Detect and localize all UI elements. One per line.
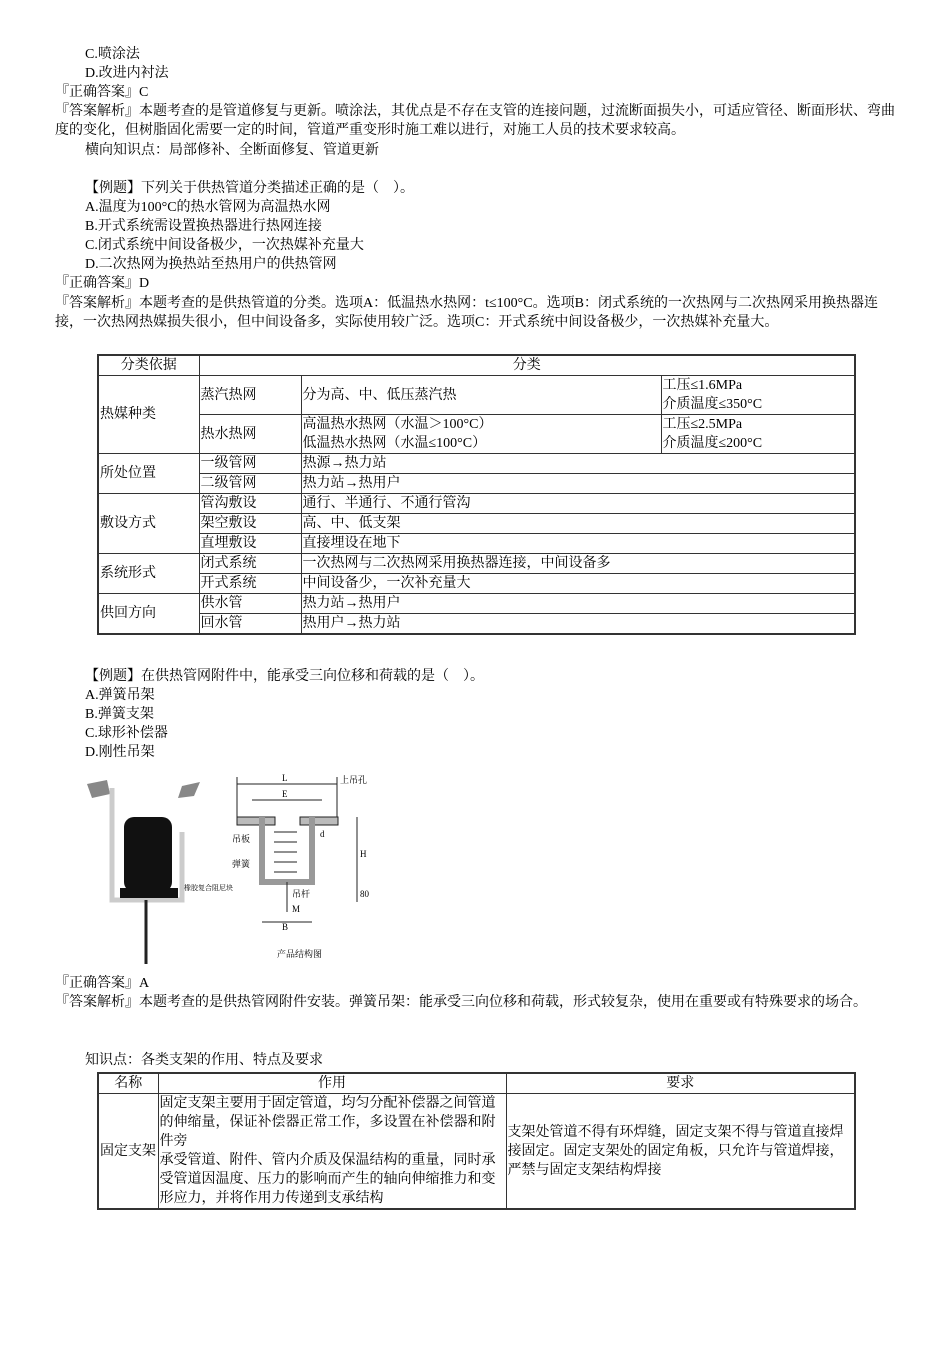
diagram-labels xyxy=(184,773,370,959)
option-d: D.改进内衬法 xyxy=(85,66,169,81)
group-cell: 敷设方式 xyxy=(98,494,199,554)
correct-answer: 『正确答案』C xyxy=(55,85,149,100)
label-L: L xyxy=(282,773,288,783)
label-plate: 吊板 xyxy=(232,834,251,844)
label-damper: 橡胶复合阻尼块 xyxy=(184,884,233,892)
group-cell: 供回方向 xyxy=(98,594,199,635)
cell xyxy=(661,376,855,415)
support-types-table xyxy=(97,1072,856,1210)
cell-line: 低温热水热网（水温≤100°C） xyxy=(302,436,487,451)
label-B: B xyxy=(282,922,289,932)
cell: 热用户→热力站 xyxy=(301,614,855,635)
cell-line: 介质温度≤200°C xyxy=(662,436,763,451)
heating-pipe-classification-table xyxy=(97,354,856,635)
structure-diagram xyxy=(237,777,357,922)
cell: 供水管 xyxy=(199,594,301,614)
cell: 管沟敷设 xyxy=(199,494,301,514)
cell: 固定支架主要用于固定管道，均匀分配补偿器之间管道的伸缩量，保证补偿器正常工作，多设置在补偿器和附件旁 承受管道、附件、管内介质及保温结构的重量，同时承受管道因温度、压力的影响而产生的轴向伸缩推力和变形应力，并将作用力传递到支承结构 xyxy=(158,1094,506,1210)
label-rod: 吊杆 xyxy=(292,889,311,899)
option-c: C.球形补偿器 xyxy=(85,726,168,741)
label-upper-hole: 上吊孔 xyxy=(340,775,368,785)
option-c: C.喷涂法 xyxy=(85,47,140,62)
cell: 热力站→热用户 xyxy=(301,474,855,494)
label-H: H xyxy=(360,849,367,859)
figure-caption: 产品结构图 xyxy=(277,949,323,959)
header-cell: 分类 xyxy=(199,355,855,376)
cell: 热力站→热用户 xyxy=(301,594,855,614)
cell: 热水热网 xyxy=(199,415,301,454)
label-spring: 弹簧 xyxy=(232,859,251,869)
option-a: A.温度为100°C的热水管网为高温热水网 xyxy=(85,200,331,215)
label-E: E xyxy=(282,789,288,799)
spring-hanger-figure xyxy=(82,772,382,967)
knowledge-title: 知识点：各类支架的作用、特点及要求 xyxy=(85,1053,323,1068)
related-knowledge: 横向知识点：局部修补、全断面修复、管道更新 xyxy=(85,143,379,158)
option-d: D.二次热网为换热站至热用户的供热管网 xyxy=(85,257,337,272)
correct-answer: 『正确答案』D xyxy=(55,276,150,291)
label-M: M xyxy=(292,904,301,914)
cell: 中间设备少，一次补充量大 xyxy=(301,574,855,594)
question-stem: 【例题】在供热管网附件中，能承受三向位移和荷载的是（ ）。 xyxy=(85,669,484,684)
label-d: d xyxy=(320,829,325,839)
cell: 固定支架 xyxy=(98,1094,158,1210)
answer-analysis: 『答案解析』本题考查的是管道修复与更新。喷涂法，其优点是不存在支管的连接问题，过流断面损失小，可适应管径、断面形状、弯曲度的变化，但树脂固化需要一定的时间，管道严重变形时施工难以进行，对施工人员的技术要求较高。 xyxy=(55,104,895,139)
cell: 直埋敷设 xyxy=(199,534,301,554)
option-d: D.刚性吊架 xyxy=(85,745,155,760)
cell: 二级管网 xyxy=(199,474,301,494)
cell: 闭式系统 xyxy=(199,554,301,574)
question-stem: 【例题】下列关于供热管道分类描述正确的是（ ）。 xyxy=(85,181,414,196)
cell: 热源→热力站 xyxy=(301,454,855,474)
group-cell: 热媒种类 xyxy=(98,376,199,454)
header-cell: 作用 xyxy=(158,1073,506,1094)
group-cell: 系统形式 xyxy=(98,554,199,594)
cell: 高、中、低支架 xyxy=(301,514,855,534)
header-cell: 分类依据 xyxy=(98,355,199,376)
correct-answer: 『正确答案』A xyxy=(55,976,150,991)
cell: 一级管网 xyxy=(199,454,301,474)
cell: 开式系统 xyxy=(199,574,301,594)
spring-hanger-photo xyxy=(87,780,200,964)
option-c: C.闭式系统中间设备极少，一次热媒补充量大 xyxy=(85,238,364,253)
option-b: B.弹簧支架 xyxy=(85,707,154,722)
cell-line: 工压≤2.5MPa xyxy=(662,417,743,432)
cell: 回水管 xyxy=(199,614,301,635)
cell: 分为高、中、低压蒸汽热 xyxy=(301,376,661,415)
answer-analysis: 『答案解析』本题考查的是供热管网附件安装。弹簧吊架：能承受三向位移和荷载，形式较复杂，使用在重要或有特殊要求的场合。 xyxy=(55,995,867,1010)
option-a: A.弹簧吊架 xyxy=(85,688,155,703)
answer-analysis: 『答案解析』本题考查的是供热管道的分类。选项A：低温热水热网：t≤100°C。选项B：闭式系统的一次热网与二次热网采用换热器连接，一次热网热媒损失很小，但中间设备多，实际使用较广泛。选项C：开式系统中间设备极少，一次热媒补充量大。 xyxy=(55,296,878,331)
cell-line: 高温热水热网（水温＞100°C） xyxy=(302,417,493,432)
option-b: B.开式系统需设置换热器进行热网连接 xyxy=(85,219,322,234)
cell-line: 介质温度≤350°C xyxy=(662,397,763,412)
label-80: 80 xyxy=(360,889,369,899)
cell: 蒸汽热网 xyxy=(199,376,301,415)
header-cell: 要求 xyxy=(506,1073,855,1094)
cell-line: 工压≤1.6MPa xyxy=(662,378,743,393)
cell xyxy=(301,415,661,454)
cell: 通行、半通行、不通行管沟 xyxy=(301,494,855,514)
cell: 一次热网与二次热网采用换热器连接，中间设备多 xyxy=(301,554,855,574)
cell xyxy=(661,415,855,454)
cell: 直接埋设在地下 xyxy=(301,534,855,554)
cell: 支架处管道不得有环焊缝，固定支架不得与管道直接焊接固定。固定支架处的固定角板，只允许与管道焊接，严禁与固定支架结构焊接 xyxy=(506,1094,855,1210)
group-cell: 所处位置 xyxy=(98,454,199,494)
cell: 架空敷设 xyxy=(199,514,301,534)
header-cell: 名称 xyxy=(98,1073,158,1094)
